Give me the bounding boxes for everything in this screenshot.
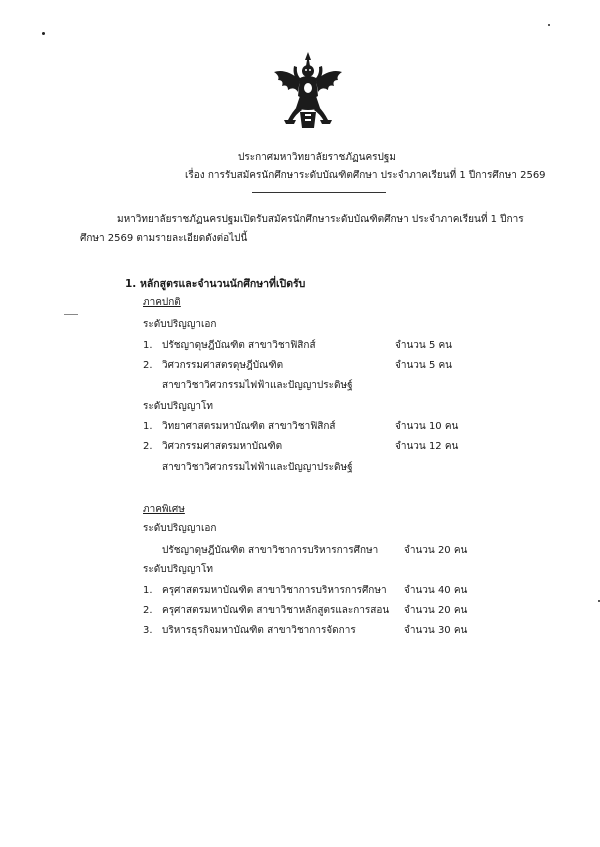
program-name: ปรัชญาดุษฎีบัณฑิต สาขาวิชาการบริหารการศึกษา bbox=[162, 545, 379, 556]
special-doctoral-label: ระดับปริญญาเอก bbox=[143, 523, 217, 534]
announcement-subject: เรื่อง การรับสมัครนักศึกษาระดับบัณฑิตศึกษา ประจำภาคเรียนที่ 1 ปีการศึกษา 2569 bbox=[185, 170, 546, 181]
scan-speck bbox=[42, 32, 45, 35]
list-item-number: 3. bbox=[143, 625, 153, 636]
regular-doctoral-label: ระดับปริญญาเอก bbox=[143, 319, 217, 330]
seat-count: จำนวน 5 คน bbox=[395, 360, 453, 371]
program-major: สาขาวิชาวิศวกรรมไฟฟ้าและปัญญาประดิษฐ์ bbox=[162, 462, 353, 473]
program-name: บริหารธุรกิจมหาบัณฑิต สาขาวิชาการจัดการ bbox=[162, 625, 356, 636]
regular-masters-label: ระดับปริญญาโท bbox=[143, 401, 213, 412]
list-item-number: 1. bbox=[143, 585, 153, 596]
list-item-number: 2. bbox=[143, 360, 153, 371]
scan-mark bbox=[64, 314, 78, 315]
special-program-label: ภาคพิเศษ bbox=[143, 504, 185, 515]
seat-count: จำนวน 5 คน bbox=[395, 340, 453, 351]
program-major: สาขาวิชาวิศวกรรมไฟฟ้าและปัญญาประดิษฐ์ bbox=[162, 380, 353, 391]
regular-program-label: ภาคปกติ bbox=[143, 297, 181, 308]
scan-speck bbox=[548, 24, 550, 26]
seat-count: จำนวน 30 คน bbox=[404, 625, 468, 636]
seat-count: จำนวน 40 คน bbox=[404, 585, 468, 596]
program-name: ครุศาสตรมหาบัณฑิต สาขาวิชาหลักสูตรและการสอน bbox=[162, 605, 390, 616]
program-name: วิศวกรรมศาสตรดุษฎีบัณฑิต bbox=[162, 360, 284, 371]
announcement-title: ประกาศมหาวิทยาลัยราชภัฏนครปฐม bbox=[238, 152, 397, 163]
intro-line-1: มหาวิทยาลัยราชภัฏนครปฐมเปิดรับสมัครนักศึกษาระดับบัณฑิตศึกษา ประจำภาคเรียนที่ 1 ปีการ bbox=[117, 214, 524, 225]
list-item-number: 2. bbox=[143, 605, 153, 616]
section-1-title: 1. หลักสูตรและจำนวนนักศึกษาที่เปิดรับ bbox=[125, 278, 306, 290]
header-divider bbox=[252, 192, 386, 193]
intro-line-2: ศึกษา 2569 ตามรายละเอียดดังต่อไปนี้ bbox=[80, 233, 248, 244]
program-name: วิทยาศาสตรมหาบัณฑิต สาขาวิชาฟิสิกส์ bbox=[162, 421, 336, 432]
seat-count: จำนวน 12 คน bbox=[395, 441, 459, 452]
program-name: วิศวกรรมศาสตรมหาบัณฑิต bbox=[162, 441, 283, 452]
garuda-emblem-icon bbox=[270, 50, 346, 130]
seat-count: จำนวน 20 คน bbox=[404, 605, 468, 616]
program-name: ครุศาสตรมหาบัณฑิต สาขาวิชาการบริหารการศึกษา bbox=[162, 585, 387, 596]
list-item-number: 2. bbox=[143, 441, 153, 452]
seat-count: จำนวน 10 คน bbox=[395, 421, 459, 432]
list-item-number: 1. bbox=[143, 340, 153, 351]
seat-count: จำนวน 20 คน bbox=[404, 545, 468, 556]
special-masters-label: ระดับปริญญาโท bbox=[143, 564, 213, 575]
list-item-number: 1. bbox=[143, 421, 153, 432]
program-name: ปรัชญาดุษฎีบัณฑิต สาขาวิชาฟิสิกส์ bbox=[162, 340, 316, 351]
